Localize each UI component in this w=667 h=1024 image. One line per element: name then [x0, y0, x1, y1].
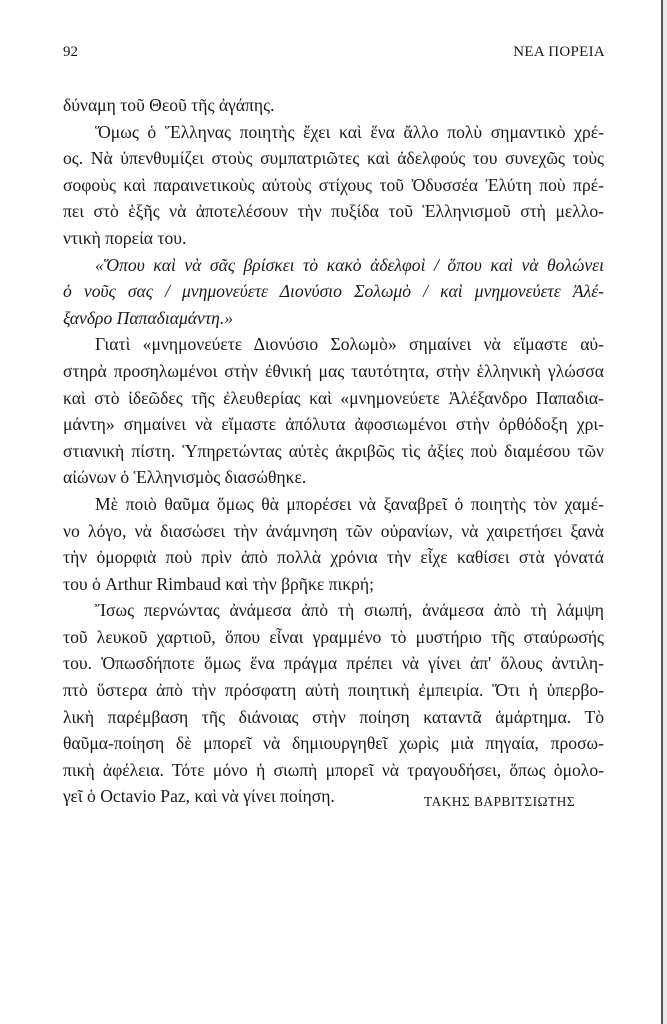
text-line: καὶ στὸ ἰδεῶδες τῆς ἐλευθερίας καὶ «μνημονεύετε Ἀλέξανδρο Παπαδια- [63, 387, 604, 408]
text-line: νο λόγο, νὰ διασώσει τὴν ἀνάμνηση τῶν οὐρανίων, νὰ χαιρετήσει ξανὰ [63, 520, 604, 541]
article-body [63, 92, 604, 810]
text-line: στιανικὴ πίστη. Ὑπηρετώντας αὐτὲς ἀκριβῶς τὶς ἀξίες ποὺ διαμέσου τῶν [63, 440, 604, 461]
text-line: Ὅμως ὁ Ἕλληνας ποιητὴς ἔχει καὶ ἕνα ἄλλο πολὺ σημαντικὸ χρέ- [95, 121, 604, 142]
page-number: 92 [63, 44, 78, 60]
text-line: πει στὸ ἑξῆς νὰ ἀποτελέσουν τὴν πυξίδα τοῦ Ἑλληνισμοῦ στὴ μελλο- [63, 201, 604, 222]
text-line: Ἴσως περνώντας ἀνάμεσα ἀπὸ τὴ σιωπή, ἀνάμεσα ἀπὸ τὴ λάμψη [95, 600, 604, 621]
text-line: θαῦμα-ποίηση δὲ μπορεῖ νὰ δημιουργηθεῖ χωρὶς μιὰ πηγαία, προσω- [63, 733, 604, 754]
text-line: ντικὴ πορεία του. [63, 227, 187, 248]
text-line: πικὴ ἀφέλεια. Τότε μόνο ἡ σιωπὴ μπορεῖ νὰ τραγουδήσει, ὅπως ὁμολο- [63, 759, 604, 780]
text-line: του ὁ Arthur Rimbaud καὶ τὴν βρῆκε πικρή; [63, 573, 375, 594]
text-line: τὴν ὀμορφιὰ ποὺ πρὶν ἀπὸ πολλὰ χρόνια τὴν εἶχε καθίσει στὰ γόνατά [63, 547, 604, 568]
scan-edge-line [661, 0, 663, 1024]
text-line: δύναμη τοῦ Θεοῦ τῆς ἀγάπης. [63, 95, 275, 115]
text-line: λικὴ παρέμβαση τῆς διάνοιας στὴν ποίηση καταντᾶ ἁμάρτημα. Τὸ [63, 706, 604, 727]
running-header-title: ΝΕΑ ΠΟΡΕΙΑ [513, 44, 605, 60]
text-line: στηρὰ προσηλωμένοι στὴν ἐθνική μας ταυτότητα, στὴν ἑλληνικὴ γλώσσα [63, 360, 604, 381]
scan-edge-shadow [663, 0, 667, 1024]
text-line: τοῦ λευκοῦ χαρτιοῦ, ὅπου εἶναι γραμμένο τὸ μυστήριο τῆς σταύρωσής [63, 626, 604, 647]
text-line: ος. Νὰ ὑπενθυμίζει στοὺς συμπατριῶτες καὶ ἀδελφούς του συνεχῶς τοὺς [63, 148, 604, 169]
text-line: του. Ὁπωσδήποτε ὅμως ἕνα πράγμα πρέπει νὰ γίνει ἀπ' ὅλους ἀντιλη- [63, 653, 604, 674]
quote-line: «Ὅπου καὶ νὰ σᾶς βρίσκει τὸ κακὸ ἀδελφοὶ / ὅπου καὶ νὰ θολώνει [95, 254, 604, 275]
text-line: αἰώνων ὁ Ἑλληνισμὸς διασώθηκε. [63, 467, 307, 488]
text-line: μάντη» σημαίνει νὰ εἴμαστε ἀπόλυτα ἀφοσιωμένοι στὴν ὀρθόδοξη χρι- [63, 414, 604, 435]
text-line: γεῖ ὁ Octavio Paz, καὶ νὰ γίνει ποίηση. [63, 786, 335, 807]
text-line: Γιατὶ «μνημονεύετε Διονύσιο Σολωμὸ» σημαίνει νὰ εἴμαστε αὐ- [95, 334, 604, 355]
text-line: πτὸ ὕστερα ἀπὸ τὴν πρόσφατη αὐτὴ ποιητικὴ ἐμπειρία. Ὅτι ἡ ὑπερβο- [63, 680, 604, 701]
text-line: σοφοὺς καὶ παραινετικοὺς αὐτοὺς στίχους τοῦ Ὀδυσσέα Ἐλύτη ποὺ πρέ- [63, 174, 604, 195]
quote-line: ὁ νοῦς σας / μνημονεύετε Διονύσιο Σολωμὸ / καὶ μνημονεύετε Ἀλέ- [63, 281, 604, 302]
text-line: Μὲ ποιὸ θαῦμα ὅμως θὰ μπορέσει νὰ ξαναβρεῖ ὁ ποιητὴς τὸν χαμέ- [95, 493, 604, 514]
author-signature: ΤΑΚΗΣ ΒΑΡΒΙΤΣΙΩΤΗΣ [423, 794, 575, 809]
quote-line: ξανδρο Παπαδιαμάντη.» [63, 307, 234, 328]
